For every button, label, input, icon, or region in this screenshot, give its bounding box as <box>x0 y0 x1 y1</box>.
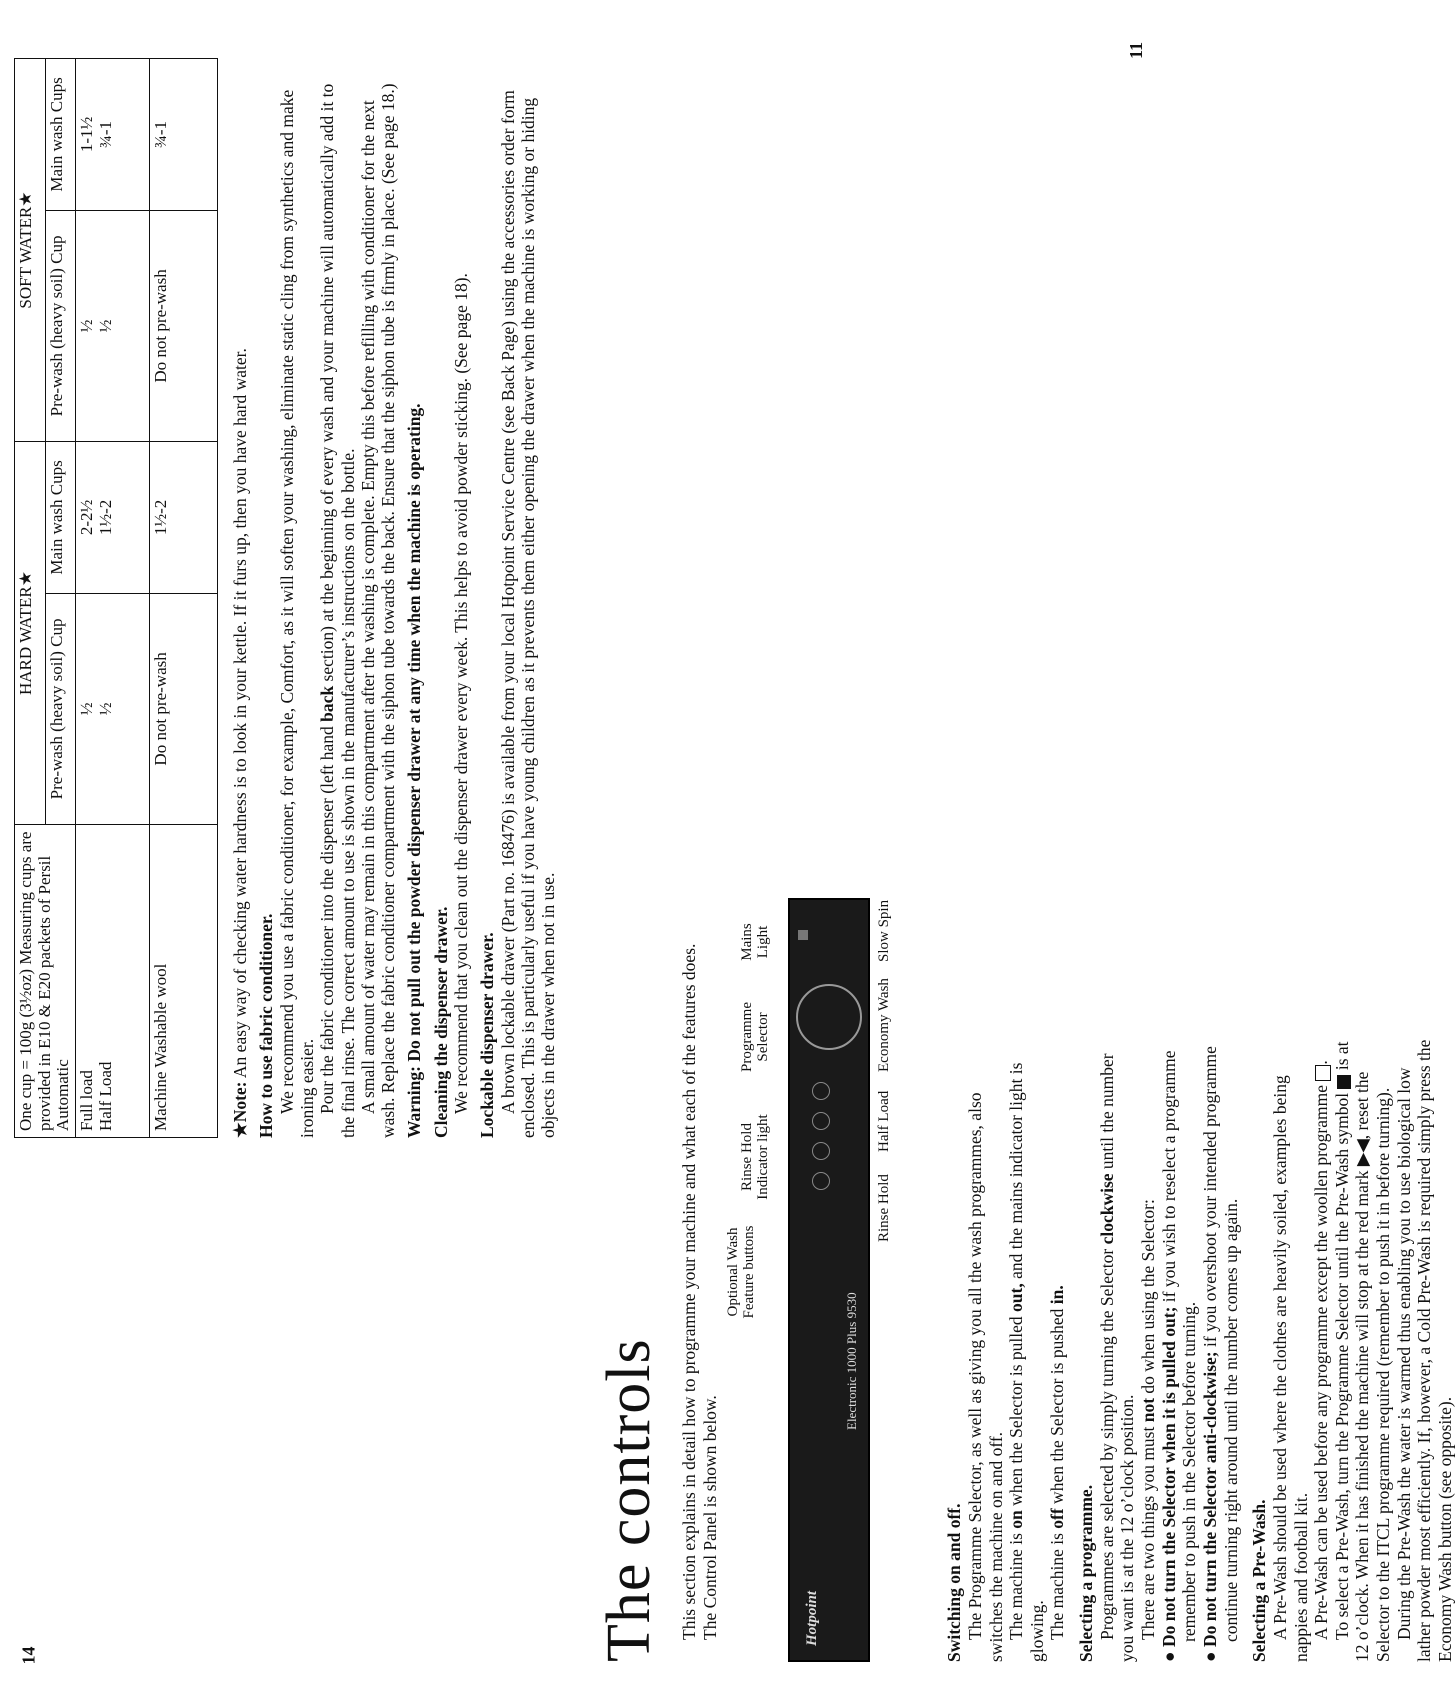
label-half-load: Half Load <box>876 1090 893 1152</box>
bullet-2: ● Do not turn the Selector anti-clockwise; if you overshoot your intended programme continue turning right around until the number comes up again. <box>1199 1046 1241 1662</box>
label-slow-spin: Slow Spin <box>876 899 893 962</box>
control-panel <box>788 898 870 1662</box>
table-cell: Do not pre-wash <box>150 593 218 824</box>
label-rinse-hold: Rinse Hold <box>876 1174 893 1242</box>
woollen-symbol-icon <box>1315 1065 1331 1081</box>
right-page <box>0 42 559 1150</box>
select-p2: There are two things you must not do when using the Selector: <box>1138 1199 1159 1640</box>
half-load-button[interactable] <box>812 1142 830 1160</box>
label-economy-wash: Economy Wash <box>876 978 893 1072</box>
table-row <box>76 825 150 1138</box>
prewash-heading: Selecting a Pre-Wash. <box>1249 1499 1270 1662</box>
col-header: Main wash Cups <box>45 59 76 211</box>
row-label: Machine Washable wool <box>150 825 218 1138</box>
prewash-p1: A Pre-Wash should be used where the clothes are heavily soiled, examples being nappies and football kit. <box>1269 1075 1311 1662</box>
warning: Warning: Do not pull out the powder dispenser drawer at any time when the machine is operating. <box>404 403 425 1138</box>
programme-selector-dial[interactable] <box>796 984 862 1050</box>
hard-water-header: HARD WATER★ <box>15 442 46 825</box>
row-label: Full load <box>77 1070 97 1131</box>
table-cell: 1-1½ <box>77 116 97 153</box>
table-cell: ½ <box>95 319 115 333</box>
soft-water-header: SOFT WATER★ <box>15 59 46 442</box>
fabric-heading: How to use fabric conditioner. <box>256 913 277 1138</box>
switch-p1: The Programme Selector, as well as giving you all the wash programmes, also switches the machine on and off. <box>964 1092 1006 1662</box>
right-body <box>230 60 558 1138</box>
col-header: Pre-wash (heavy soil) Cup <box>45 210 76 441</box>
model-name: Electronic 1000 Plus 9530 <box>844 1292 860 1430</box>
select-heading: Selecting a programme. <box>1076 1484 1097 1662</box>
page-number-right: 11 <box>1126 41 1147 60</box>
fabric-p3: A small amount of water may remain in this compartment after the washing is complete. Empty this before refilling with conditioner for the next wash. Replace the fabric conditioner compartment with the siphon tube towards the back. Ensure that the siphon tube is firmly in place. (See page 18.) <box>357 83 399 1138</box>
table-cell: ½ <box>95 702 115 716</box>
fabric-p1: We recommend you use a fabric conditioner, for example, Comfort, as it will soften your washing, eliminate static cling from synthetics and make ironing easier. <box>276 89 317 1138</box>
table-cell: Do not pre-wash <box>150 210 218 441</box>
table-cell: 1½-2 <box>150 442 218 594</box>
table-cell: 2-2½ <box>77 499 97 536</box>
prewash-p4: During the Pre-Wash the water is warmed thus enabling you to use biological low lather powder most efficiently. If, however, a Cold Pre-Wash is required simply press the Economy Wash button (see opposite). <box>1393 1039 1456 1662</box>
rinse-hold-button[interactable] <box>812 1172 830 1190</box>
select-p1: Programmes are selected by simply turning the Selector clockwise until the number you want is at the 12 o’clock position. <box>1096 1053 1138 1662</box>
left-body <box>944 1032 1455 1662</box>
detergent-table <box>14 58 218 1138</box>
table-cell: ¾-1 <box>95 120 115 148</box>
prewash-p2: A Pre-Wash can be used before any programme except the woollen programme . <box>1311 1060 1332 1640</box>
fabric-p2: Pour the fabric conditioner into the dispenser (left hand back section) at the beginning of every wash and your machine will automatically add it to the final rinse. The correct amount to use is shown in the manufacturer’s instructions on the bottle. <box>317 83 358 1138</box>
label-mains-light: Mains Light <box>739 923 772 961</box>
prewash-p3: To select a Pre-Wash, turn the Programme Selector until the Pre-Wash symbol is at 12 o’clock. When it has finished the machine will stop at the red mark ▶◀, reset the Selector to the ITCL programme required (remember to push it in before turning). <box>1331 1041 1394 1662</box>
lockable-text: A brown lockable drawer (Part no. 168476) is available from your local Hotpoint Service Centre (see Back Page) using the accessories order form enclosed. This is particularly useful if you have young children as it prevents them either opening the drawer when the machine is working or hiding objects in the drawer when not in use. <box>497 90 559 1138</box>
label-optional-buttons: Optional Wash Feature buttons <box>725 1225 758 1319</box>
lockable-heading: Lockable dispenser drawer. <box>477 932 498 1138</box>
slow-spin-button[interactable] <box>812 1082 830 1100</box>
label-rinse-indicator: Rinse Hold Indicator light <box>739 1114 772 1200</box>
cleaning-heading: Cleaning the dispenser drawer. <box>430 906 451 1138</box>
switch-p2: The machine is on when the Selector is pulled out, and the mains indicator light is glowing. <box>1006 1062 1047 1662</box>
table-cell: 1½-2 <box>95 499 115 536</box>
brand-logo: Hotpoint <box>804 1590 821 1646</box>
label-programme-selector: Programme Selector <box>739 1002 772 1072</box>
table-cell: ½ <box>77 702 97 716</box>
economy-wash-button[interactable] <box>812 1112 830 1130</box>
col-header: Main wash Cups <box>45 442 76 594</box>
switch-heading: Switching on and off. <box>944 1503 965 1662</box>
control-panel-figure <box>726 672 936 1662</box>
bullet-1: ● Do not turn the Selector when it is pulled out; if you wish to reselect a programme remember to push in the Selector before turning. <box>1158 1050 1200 1662</box>
table-cell: ½ <box>77 319 97 333</box>
mains-light <box>798 930 808 940</box>
red-mark-icon: ▶◀ <box>1352 1139 1373 1167</box>
page-number-left: 14 <box>18 1646 39 1665</box>
col-header: Pre-wash (heavy soil) Cup <box>45 593 76 824</box>
table-desc-header: One cup = 100g (3½oz) Measuring cups are provided in E10 & E20 packets of Persil Automatic <box>15 825 76 1138</box>
intro-1: This section explains in detail how to programme your machine and what each of the features does. <box>679 943 699 1640</box>
page-title: The controls <box>595 1338 663 1662</box>
table-cell: ¾-1 <box>150 59 218 211</box>
row-label: Half Load <box>95 1061 115 1131</box>
note: ★Note: An easy way of checking water hardness is to look in your kettle. If it furs up, then you have hard water. <box>230 348 251 1138</box>
prewash-symbol-icon <box>1337 1075 1351 1089</box>
cleaning-text: We recommend that you clean out the dispenser drawer every week. This helps to avoid powder sticking. (See page 18). <box>451 273 472 1114</box>
switch-p3: The machine is off when the Selector is pushed in. <box>1047 1285 1068 1640</box>
intro-2: The Control Panel is shown below. <box>699 1395 720 1640</box>
left-page <box>568 10 1456 1670</box>
